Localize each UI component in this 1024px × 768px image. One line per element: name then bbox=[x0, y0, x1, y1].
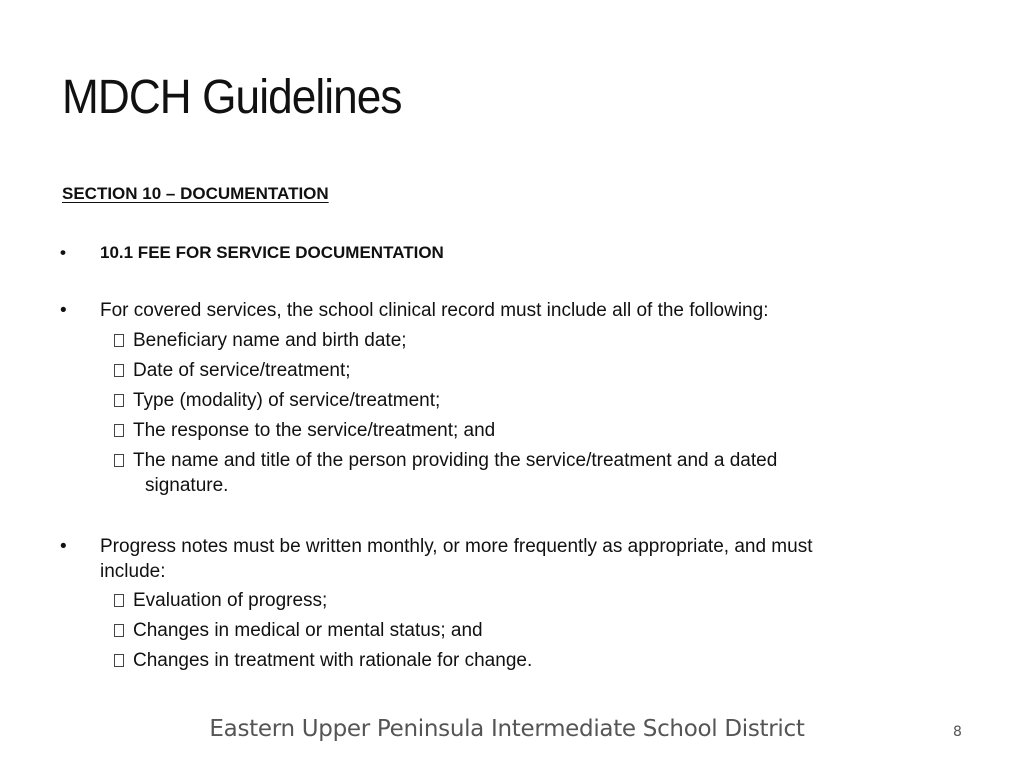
sub-item bbox=[114, 418, 934, 443]
section-heading: SECTION 10 – DOCUMENTATION bbox=[62, 184, 329, 203]
sub-item bbox=[114, 328, 934, 353]
bullet-text: 10.1 FEE FOR SERVICE DOCUMENTATION bbox=[100, 243, 444, 262]
page-number: 8 bbox=[953, 724, 962, 740]
checkbox-glyph-icon bbox=[114, 334, 124, 347]
bullet-text: For covered services, the school clinical record must include all of the following: bbox=[100, 300, 769, 321]
sub-item-text: Beneficiary name and birth date; bbox=[133, 330, 407, 351]
checkbox-glyph-icon bbox=[114, 454, 124, 467]
checkbox-glyph-icon bbox=[114, 654, 124, 667]
sub-item-text: Type (modality) of service/treatment; bbox=[133, 390, 441, 411]
sub-item-text: Changes in medical or mental status; and bbox=[133, 620, 483, 641]
checkbox-glyph-icon bbox=[114, 594, 124, 607]
sub-item-text: The name and title of the person providing the service/treatment and a dated bbox=[133, 450, 778, 471]
checkbox-glyph-icon bbox=[114, 364, 124, 377]
sub-item-text: Changes in treatment with rationale for change. bbox=[133, 650, 533, 671]
sub-item bbox=[114, 588, 934, 613]
sub-item bbox=[114, 448, 934, 498]
checkbox-glyph-icon bbox=[114, 424, 124, 437]
slide-title: MDCH Guidelines bbox=[62, 71, 402, 124]
sub-item-text: Evaluation of progress; bbox=[133, 590, 328, 611]
bullet-dot: • bbox=[60, 243, 66, 262]
bullet-dot: • bbox=[60, 536, 67, 557]
sub-item bbox=[114, 388, 934, 413]
bullet-text bbox=[100, 534, 970, 584]
sub-item-text: The response to the service/treatment; and bbox=[133, 420, 496, 441]
checkbox-glyph-icon bbox=[114, 394, 124, 407]
sub-item bbox=[114, 358, 934, 383]
sub-item-text: Date of service/treatment; bbox=[133, 360, 351, 381]
bullet-dot: • bbox=[60, 300, 67, 321]
slide-footer: Eastern Upper Peninsula Intermediate School District bbox=[209, 716, 805, 742]
sub-item bbox=[114, 648, 934, 673]
sub-item-continuation: signature. bbox=[145, 475, 229, 496]
bullet-text-line: include: bbox=[100, 561, 166, 582]
checkbox-glyph-icon bbox=[114, 624, 124, 637]
sub-item bbox=[114, 618, 934, 643]
bullet-text-line: Progress notes must be written monthly, or more frequently as appropriate, and must bbox=[100, 536, 813, 557]
